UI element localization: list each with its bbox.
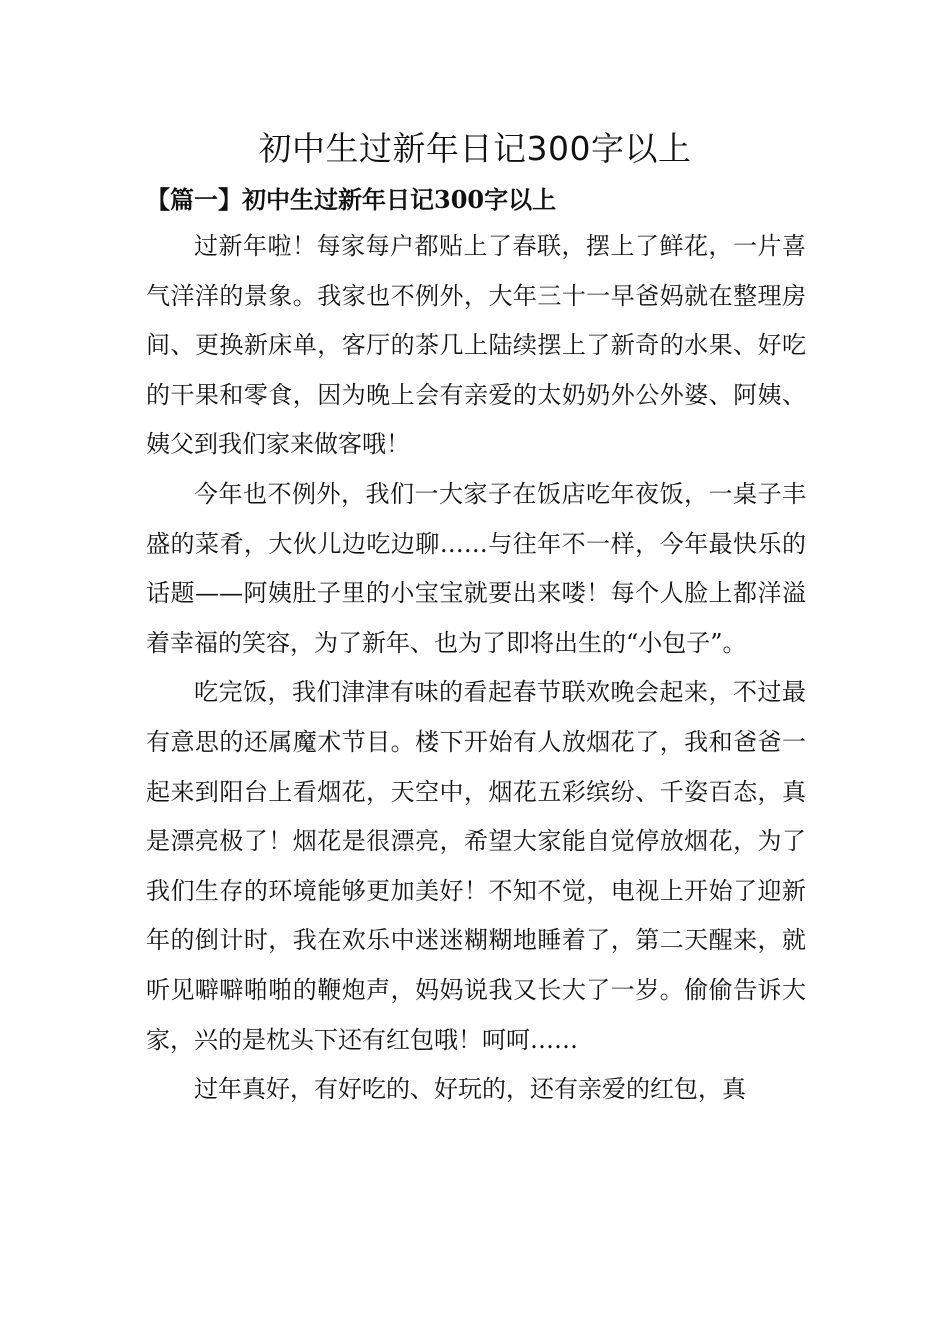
paragraph-4: 过年真好，有好吃的、好玩的，还有亲爱的红包，真 [194,1075,746,1104]
document-title: 初中生过新年日记300字以上 [258,129,692,168]
paragraph-1: 过新年啦！每家每户都贴上了春联，摆上了鲜花，一片喜气洋洋的景象。我家也不例外，大年三十一早爸妈就在整理房间、更换新床单，客厅的茶几上陆续摆上了新奇的水果、好吃的干果和零食，因为晚上会有亲爱的太奶奶外公外婆、阿姨、姨父到我们家来做客哦！ [146,232,806,459]
paragraph-3: 吃完饭，我们津津有味的看起春节联欢晚会起来，不过最有意思的还属魔术节目。楼下开始有人放烟花了，我和爸爸一起来到阳台上看烟花，天空中，烟花五彩缤纷、千姿百态，真是漂亮极了！烟花是很漂亮，希望大家能自觉停放烟花，为了我们生存的环境能够更加美好！不知不觉，电视上开始了迎新年的倒计时，我在欢乐中迷迷糊糊地睡着了，第二天醒来，就听见噼噼啪啪的鞭炮声，妈妈说我又长大了一岁。偷偷告诉大家，兴的是枕头下还有红包哦！呵呵…… [146,678,806,1054]
section-heading: 【篇一】初中生过新年日记300字以上 [146,185,557,214]
document-body [146,222,806,1115]
paragraph-2: 今年也不例外，我们一大家子在饭店吃年夜饭，一桌子丰盛的菜肴，大伙儿边吃边聊……与往年不一样，今年最快乐的话题——阿姨肚子里的小宝宝就要出来喽！每个人脸上都洋溢着幸福的笑容，为了新年、也为了即将出生的“小包子”。 [146,479,806,657]
